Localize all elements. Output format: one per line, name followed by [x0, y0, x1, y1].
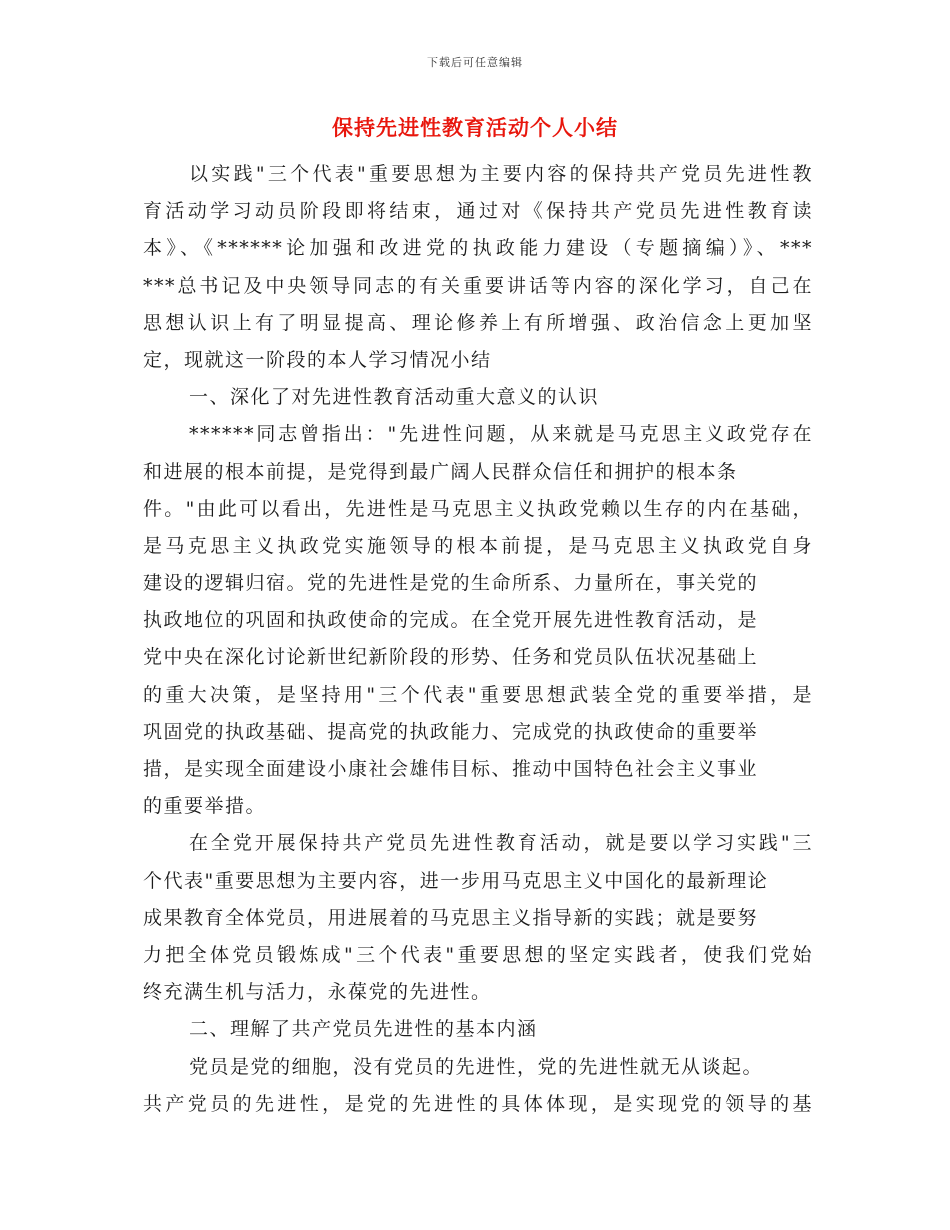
body-line: 的重要举措。 [143, 795, 267, 818]
section-heading: 一、深化了对先进性教育活动重大意义的认识 [189, 386, 600, 409]
body-line: 巩固党的执政基础、提高党的执政能力、完成党的执政使命的重要举 [143, 720, 759, 743]
body-line: 和进展的根本前提，是党得到最广阔人民群众信任和拥护的根本条 [143, 460, 738, 483]
body-line: 的重大决策，是坚持用"三个代表"重要思想武装全党的重要举措，是 [143, 683, 813, 706]
body-line: 共产党员的先进性，是党的先进性的具体体现，是实现党的领导的基 [143, 1092, 813, 1115]
body-line: 党中央在深化讨论新世纪新阶段的形势、任务和党员队伍状况基础上 [143, 646, 759, 669]
body-line: ******同志曾指出："先进性问题，从来就是马克思主义政党存在 [189, 423, 813, 446]
body-line: 育活动学习动员阶段即将结束，通过对《保持共产党员先进性教育读 [143, 200, 813, 223]
body-line: 在全党开展保持共产党员先进性教育活动，就是要以学习实践"三 [189, 832, 813, 855]
body-line: ***总书记及中央领导同志的有关重要讲话等内容的深化学习，自己在 [143, 274, 813, 297]
body-line: 定，现就这一阶段的本人学习情况小结 [143, 348, 492, 371]
header-note: 下载后可任意编辑 [427, 56, 523, 69]
body-line: 成果教育全体党员，用进展着的马克思主义指导新的实践；就是要努 [143, 906, 759, 929]
body-line: 是马克思主义执政党实施领导的根本前提，是马克思主义执政党自身 [143, 534, 813, 557]
section-heading: 二、理解了共产党员先进性的基本内涵 [189, 1018, 538, 1041]
body-line: 思想认识上有了明显提高、理论修养上有所增强、政治信念上更加坚 [143, 311, 813, 334]
body-line: 件。"由此可以看出，先进性是马克思主义执政党赖以生存的内在基础， [143, 497, 813, 520]
document-body [143, 156, 813, 1123]
body-line: 力把全体党员锻炼成"三个代表"重要思想的坚定实践者，使我们党始 [143, 943, 813, 966]
document-title: 保持先进性教育活动个人小结 [332, 116, 618, 140]
body-line: 措，是实现全面建设小康社会雄伟目标、推动中国特色社会主义事业 [143, 758, 759, 780]
body-line: 建设的逻辑归宿。党的先进性是党的生命所系、力量所在，事关党的 [143, 572, 759, 595]
body-line: 党员是党的细胞，没有党员的先进性，党的先进性就无从谈起。 [189, 1055, 764, 1078]
body-line: 个代表"重要思想为主要内容，进一步用马克思主义中国化的最新理论 [143, 869, 769, 892]
body-line: 执政地位的巩固和执政使命的完成。在全党开展先进性教育活动，是 [143, 609, 759, 632]
body-line: 本》、《******论加强和改进党的执政能力建设（专题摘编）》、*** [143, 237, 813, 260]
body-line: 以实践"三个代表"重要思想为主要内容的保持共产党员先进性教 [189, 163, 813, 185]
body-line: 终充满生机与活力，永葆党的先进性。 [143, 981, 492, 1004]
